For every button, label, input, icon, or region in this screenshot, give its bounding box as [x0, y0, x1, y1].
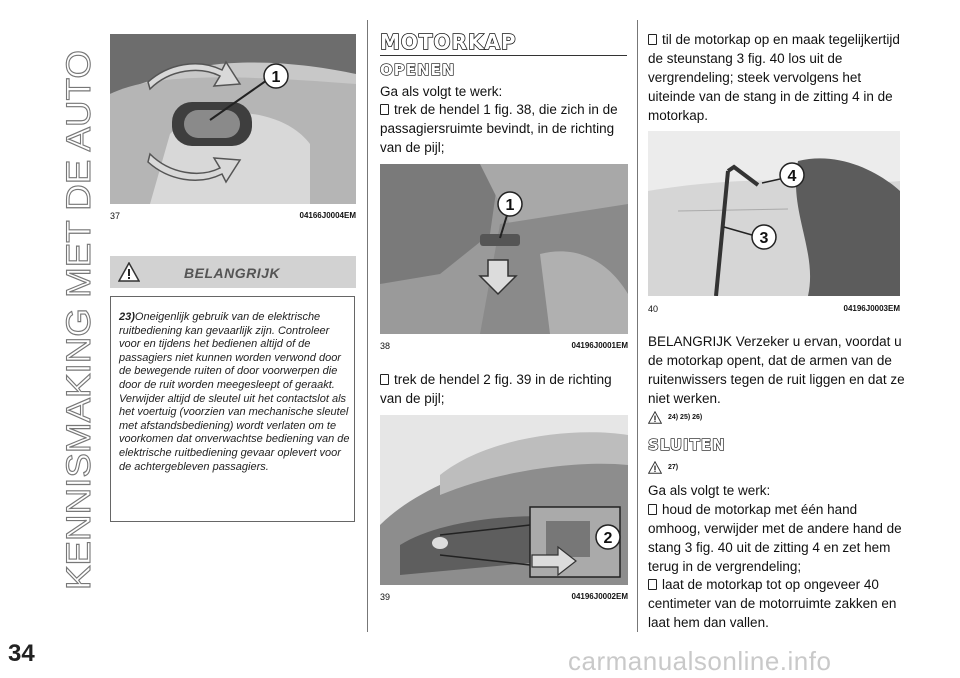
open-intro [380, 82, 630, 101]
figure-37-callout: 1 [271, 69, 281, 86]
figure-39-callout: 2 [603, 530, 613, 547]
open-refs-text: 24) 25) 26) [668, 414, 703, 421]
close-step-1 [648, 500, 910, 576]
warning-text: Oneigenlijk gebruik van de elektrische ruitbediening kan gevaarlijk zijn. Controleer voor en tijdens het bedienen altijd of de passagiers niet kunnen worden verwond door de bewegende ruiten of door voorwerpen die door de ruit worden meegesleept of geraakt. Verwijder altijd de sleutel uit het contactslot als het voertuig (voorzien van mechanische sleutel met afstandsbediening) wordt verlaten om te voorkomen dat onverwachtse bediening van de elektrische ruitbediening gevaar oplevert voor de achtergebleven passagiers. [119, 311, 350, 473]
running-section-title [52, 30, 100, 590]
column-divider [637, 20, 638, 632]
open-step-1 [380, 100, 630, 157]
figure-39-number: 39 [380, 592, 391, 602]
warning-paragraph [119, 311, 351, 474]
warning-title: BELANGRIJK [184, 265, 281, 281]
section-title: MOTORKAP [380, 30, 517, 54]
open-step-3 [648, 30, 910, 125]
open-warning-refs [648, 411, 702, 424]
figure-37-code: 04166J0004EM [299, 211, 356, 220]
figure-38-callout: 1 [505, 197, 515, 214]
title-rule [380, 55, 627, 56]
figure-40-caption [648, 304, 900, 314]
figure-40-image [648, 131, 900, 296]
open-step-2-text: trek de hendel 2 fig. 39 in de richting van de pijl; [380, 372, 612, 406]
figure-40-number: 40 [648, 304, 659, 314]
figure-38-number: 38 [380, 341, 391, 351]
figure-38-code: 04196J0001EM [571, 341, 628, 350]
warning-header [110, 256, 356, 288]
open-intro-text: Ga als volgt te werk: [380, 84, 503, 99]
open-note-text: BELANGRIJK Verzeker u ervan, voordat u de motorkap opent, dat de armen van de ruitenwissers tegen de ruit liggen en dat ze niet werken. [648, 334, 905, 406]
figure-40-callout-3: 3 [759, 230, 769, 247]
figure-40-callout-4: 4 [787, 168, 797, 185]
close-step-1-text: houd de motorkap met één hand omhoog, verwijder met de andere hand de stang 3 fig. 40 uit de zitting 4 en zet hem terug in de vergrendeling; [648, 502, 902, 574]
figure-39-image [380, 415, 628, 585]
figure-38-caption [380, 341, 628, 351]
close-step-2-text: laat de motorkap tot op ongeveer 40 centimeter van de motorruimte zakken en laat hem dan vallen. [648, 577, 897, 630]
open-note [648, 332, 910, 408]
column-divider [367, 20, 368, 632]
running-section-title-text: KENNISMAKING MET DE AUTO [60, 90, 98, 590]
open-step-1-text: trek de hendel 1 fig. 38, die zich in de passagiersruimte bevindt, in de richting van de pijl; [380, 102, 618, 155]
close-refs-text: 27) [668, 464, 679, 471]
figure-37-caption [110, 211, 356, 221]
warning-triangle-icon [648, 461, 662, 474]
bullet-checkbox-icon [648, 34, 657, 45]
bullet-checkbox-icon [380, 374, 389, 385]
bullet-checkbox-icon [648, 504, 657, 515]
close-intro [648, 481, 910, 500]
close-warning-refs [648, 461, 678, 474]
close-intro-text: Ga als volgt te werk: [648, 483, 771, 498]
warning-triangle-icon [118, 262, 140, 282]
warning-triangle-icon [648, 411, 662, 424]
figure-40-code: 04196J0003EM [843, 304, 900, 313]
bullet-checkbox-icon [380, 104, 389, 115]
warning-number: 23) [119, 311, 135, 323]
figure-38-image [380, 164, 628, 334]
watermark: carmanualsonline.info [568, 646, 832, 676]
figure-39-caption [380, 592, 628, 602]
open-step-2 [380, 370, 630, 408]
open-heading: OPENEN [380, 61, 456, 79]
figure-39-code: 04196J0002EM [571, 592, 628, 601]
page-number: 34 [8, 640, 35, 667]
close-heading: SLUITEN [648, 436, 726, 454]
figure-37-image [110, 34, 356, 204]
open-step-3-text: til de motorkap op en maak tegelijkertijd de steunstang 3 fig. 40 los uit de vergrendeling; steek vervolgens het uiteinde van de stang in de zitting 4 in de motorkap. [648, 32, 900, 123]
figure-37-number: 37 [110, 211, 121, 221]
warning-box [110, 296, 355, 522]
close-step-2 [648, 575, 910, 632]
bullet-checkbox-icon [648, 579, 657, 590]
